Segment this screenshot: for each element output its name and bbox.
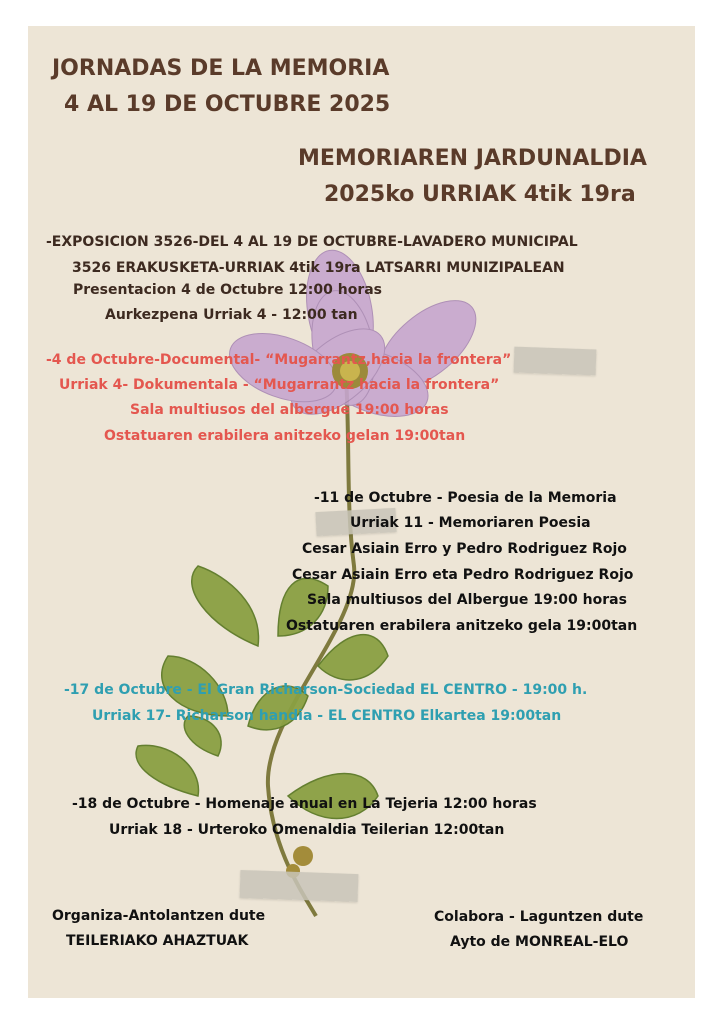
poesia-line-4: Cesar Asiain Erro eta Pedro Rodriguez Rojo — [292, 567, 634, 583]
poesia-line-5: Sala multiusos del Albergue 19:00 horas — [307, 592, 627, 608]
homenaje-line-2: Urriak 18 - Urteroko Omenaldia Teilerian 12:00tan — [109, 822, 505, 838]
dates-es: 4 AL 19 DE OCTUBRE 2025 — [64, 92, 391, 117]
colabora-label: Colabora - Laguntzen dute — [434, 909, 644, 925]
richarson-line-2: Urriak 17- Richarson handia - EL CENTRO Elkartea 19:00tan — [92, 708, 562, 724]
documental-line-2: Urriak 4- Dokumentala - “Mugarrantz hacia la frontera” — [59, 377, 500, 393]
colabora-name: Ayto de MONREAL-ELO — [450, 934, 629, 950]
poster — [28, 26, 695, 998]
documental-line-4: Ostatuaren erabilera anitzeko gelan 19:00tan — [104, 428, 466, 444]
homenaje-line-1: -18 de Octubre - Homenaje anual en La Tejeria 12:00 horas — [72, 796, 537, 812]
exposicion-line-3: Presentacion 4 de Octubre 12:00 horas — [73, 282, 383, 298]
dates-eu: 2025ko URRIAK 4tik 19ra — [324, 182, 636, 207]
title-eu: MEMORIAREN JARDUNALDIA — [298, 146, 647, 171]
poesia-line-1: -11 de Octubre - Poesia de la Memoria — [314, 490, 617, 506]
poesia-line-3: Cesar Asiain Erro y Pedro Rodriguez Rojo — [302, 541, 627, 557]
title-es: JORNADAS DE LA MEMORIA — [52, 56, 390, 81]
poesia-line-6: Ostatuaren erabilera anitzeko gela 19:00tan — [286, 618, 638, 634]
tape-strip — [514, 347, 597, 376]
tape-strip — [240, 870, 359, 902]
exposicion-line-2: 3526 ERAKUSKETA-URRIAK 4tik 19ra LATSARRI MUNIZIPALEAN — [72, 260, 565, 276]
exposicion-line-1: -EXPOSICION 3526-DEL 4 AL 19 DE OCTUBRE-LAVADERO MUNICIPAL — [46, 234, 578, 250]
poesia-line-2: Urriak 11 - Memoriaren Poesia — [350, 515, 591, 531]
exposicion-line-4: Aurkezpena Urriak 4 - 12:00 tan — [105, 307, 358, 323]
documental-line-1: -4 de Octubre-Documental- “Mugarrantz,hacia la frontera” — [46, 352, 512, 368]
richarson-line-1: -17 de Octubre - El Gran Richarson-Sociedad EL CENTRO - 19:00 h. — [64, 682, 588, 698]
organiza-name: TEILERIAKO AHAZTUAK — [66, 933, 249, 949]
documental-line-3: Sala multiusos del albergue 19:00 horas — [130, 402, 449, 418]
organiza-label: Organiza-Antolantzen dute — [52, 908, 266, 924]
